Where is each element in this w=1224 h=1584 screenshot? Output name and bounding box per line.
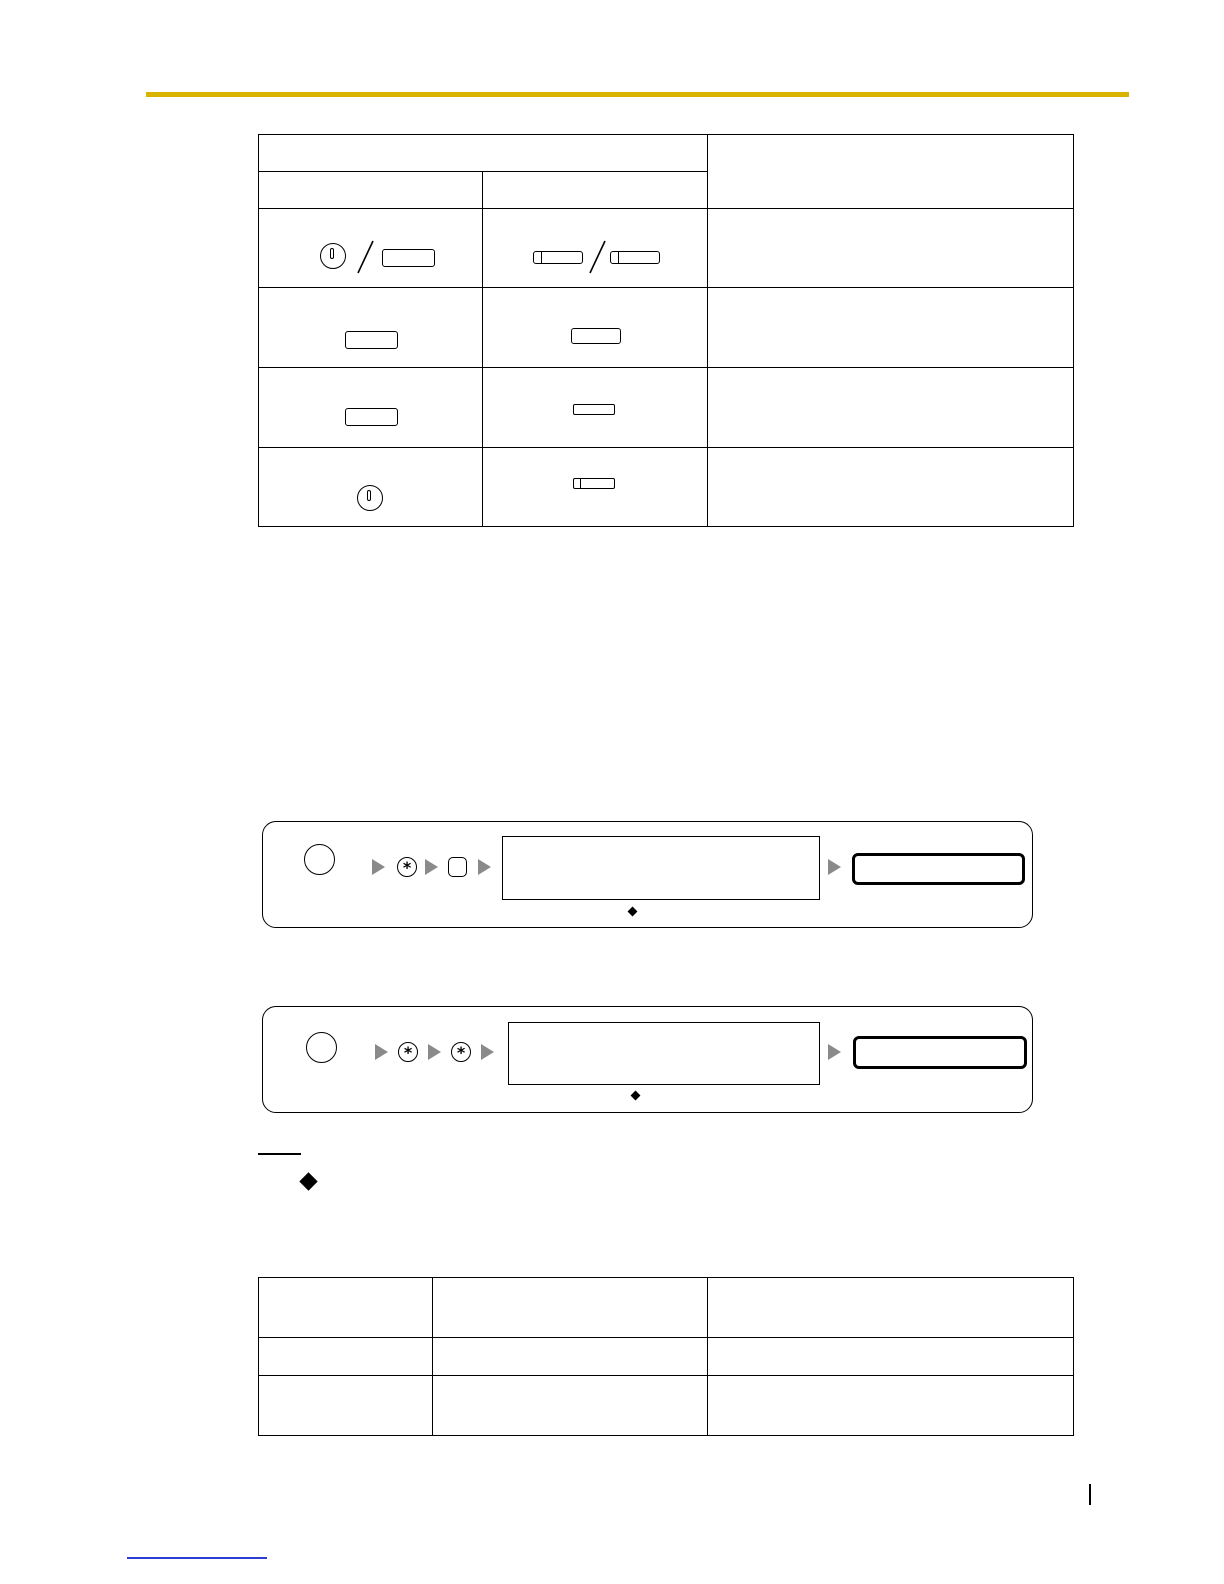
table-cell xyxy=(259,447,483,526)
display-box xyxy=(852,853,1025,885)
table-cell xyxy=(259,1278,433,1338)
arrow-icon xyxy=(478,859,491,875)
star-key-icon: * xyxy=(451,1042,471,1062)
table-subheader-cell xyxy=(259,172,483,209)
table-subheader-cell xyxy=(483,172,708,209)
fixed-key-icon xyxy=(382,249,435,267)
table-cell xyxy=(708,288,1074,367)
handset-icon xyxy=(306,1032,337,1063)
table-header-cell xyxy=(259,135,708,172)
arrow-icon xyxy=(481,1044,494,1060)
diamond-icon xyxy=(631,1091,641,1101)
table-cell xyxy=(483,447,708,526)
table-cell xyxy=(708,1278,1074,1338)
table-cell xyxy=(433,1278,708,1338)
arrow-icon xyxy=(428,1044,441,1060)
table-cell xyxy=(259,1338,433,1376)
arrow-icon xyxy=(828,859,841,875)
star-key-icon: * xyxy=(397,857,417,877)
note-rule xyxy=(258,1153,301,1155)
line-key-icon xyxy=(610,251,660,264)
table-cell xyxy=(259,209,483,288)
footer-link-underline[interactable] xyxy=(127,1557,267,1559)
footer-page-marker xyxy=(1089,1484,1091,1505)
table-cell xyxy=(708,1338,1074,1376)
small-line-key-icon xyxy=(573,478,615,489)
table-cell xyxy=(433,1338,708,1376)
flexible-button-icon xyxy=(320,243,346,269)
table-cell xyxy=(483,367,708,447)
table-cell xyxy=(433,1376,708,1436)
procedure-panel xyxy=(262,821,1033,928)
small-key-icon xyxy=(573,404,615,415)
table-row xyxy=(259,367,1074,447)
table-row xyxy=(259,1338,1074,1376)
arrow-icon xyxy=(375,1044,388,1060)
fixed-key-icon xyxy=(345,331,398,349)
table-row xyxy=(259,1278,1074,1338)
header-rule xyxy=(146,92,1129,97)
star-key-icon: * xyxy=(398,1042,418,1062)
fixed-key-icon xyxy=(345,408,398,426)
button-table xyxy=(258,134,1074,527)
table-row xyxy=(259,447,1074,526)
table-cell xyxy=(708,1376,1074,1436)
slash-icon xyxy=(587,239,607,275)
table-cell xyxy=(259,1376,433,1436)
diamond-icon xyxy=(628,907,638,917)
table-row xyxy=(259,288,1074,367)
flexible-button-icon xyxy=(357,485,383,511)
line-key-icon xyxy=(533,251,583,264)
arrow-icon xyxy=(828,1044,841,1060)
table-row xyxy=(259,209,1074,288)
slash-icon xyxy=(355,239,375,275)
entry-box xyxy=(508,1022,820,1085)
table-cell xyxy=(708,367,1074,447)
table-header-cell xyxy=(708,135,1074,209)
diamond-icon xyxy=(299,1172,317,1190)
procedure-panel xyxy=(262,1006,1033,1113)
key-icon xyxy=(448,857,467,877)
table-cell xyxy=(708,209,1074,288)
entry-box xyxy=(502,836,820,900)
arrow-icon xyxy=(372,859,385,875)
table-cell xyxy=(259,288,483,367)
table-cell xyxy=(259,367,483,447)
display-box xyxy=(853,1036,1027,1069)
key-icon xyxy=(571,328,621,344)
table-cell xyxy=(483,288,708,367)
table-cell xyxy=(708,447,1074,526)
bottom-table xyxy=(258,1277,1074,1436)
handset-icon xyxy=(304,844,335,875)
arrow-icon xyxy=(425,859,438,875)
table-cell xyxy=(483,209,708,288)
table-row xyxy=(259,1376,1074,1436)
